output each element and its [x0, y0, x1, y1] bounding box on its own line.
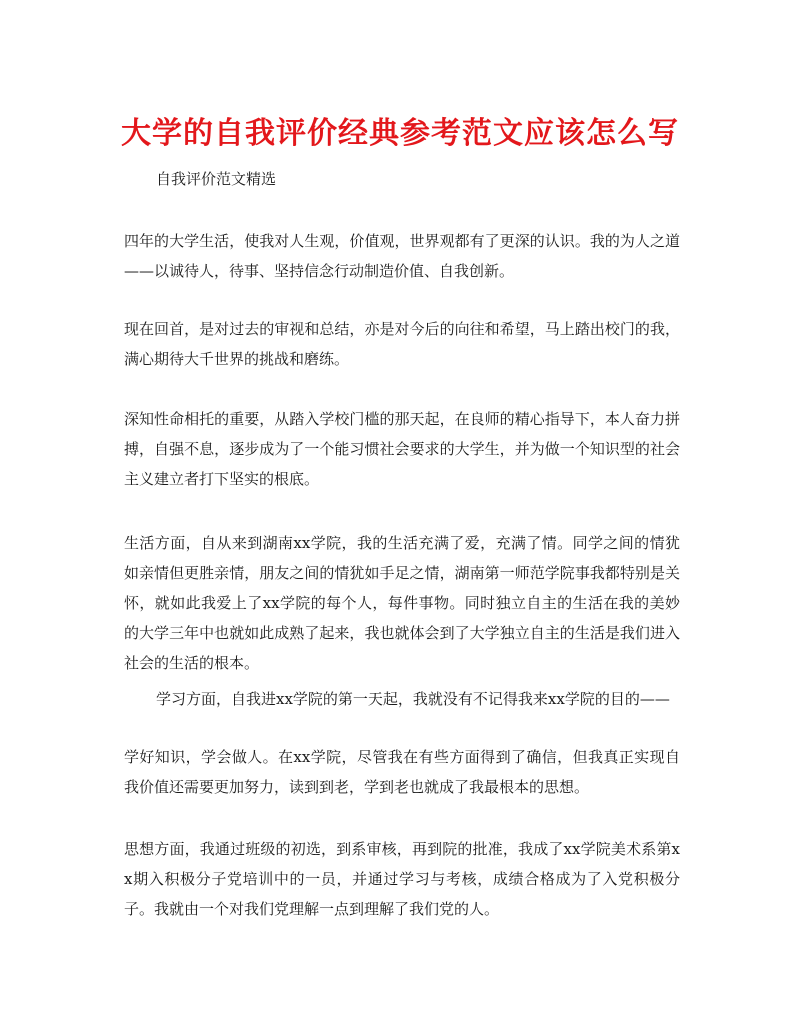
paragraph-worldview: 四年的大学生活，使我对人生观，价值观，世界观都有了更深的认识。我的为人之道——以诚待人，待事、坚持信念行动制造价值、自我创新。 — [124, 232, 680, 280]
paragraph-life: 生活方面，自从来到湖南xx学院，我的生活充满了爱，充满了情。同学之间的情犹如亲情但更胜亲情，朋友之间的情犹如手足之情，湖南第一师范学院事我都特别是关怀，就如此我爱上了xx学院的每个人，每件事物。同时独立自主的生活在我的美妙的大学三年中也就如此成熟了起来，我也就体会到了大学独立自主的生活是我们进入社会的生活的根本。 — [124, 534, 680, 672]
paragraph-reflection: 现在回首，是对过去的审视和总结，亦是对今后的向往和希望，马上踏出校门的我，满心期待大千世界的挑战和磨练。 — [124, 320, 680, 368]
paragraph-study: 学好知识，学会做人。在xx学院，尽管我在有些方面得到了确信，但我真正实现自我价值还需要更加努力，读到到老，学到老也就成了我最根本的思想。 — [124, 748, 680, 796]
paragraph-growth: 深知性命相托的重要，从踏入学校门槛的那天起，在良师的精心指导下，本人奋力拼搏，自强不息，逐步成为了一个能习惯社会要求的大学生，并为做一个知识型的社会主义建立者打下坚实的根底。 — [124, 410, 680, 488]
page-subtitle: 自我评价范文精选 — [156, 170, 277, 188]
paragraph-ideology: 思想方面，我通过班级的初选，到系审核，再到院的批准，我成了xx学院美术系第xx期入积极分子党培训中的一员，并通过学习与考核，成绩合格成为了入党积极分子。我就由一个对我们党理解一点到理解了我们党的人。 — [124, 840, 680, 918]
page-title: 大学的自我评价经典参考范文应该怎么写 — [121, 116, 679, 151]
paragraph-study-intro: 学习方面，自我进xx学院的第一天起，我就没有不记得我来xx学院的目的—— — [156, 690, 670, 708]
